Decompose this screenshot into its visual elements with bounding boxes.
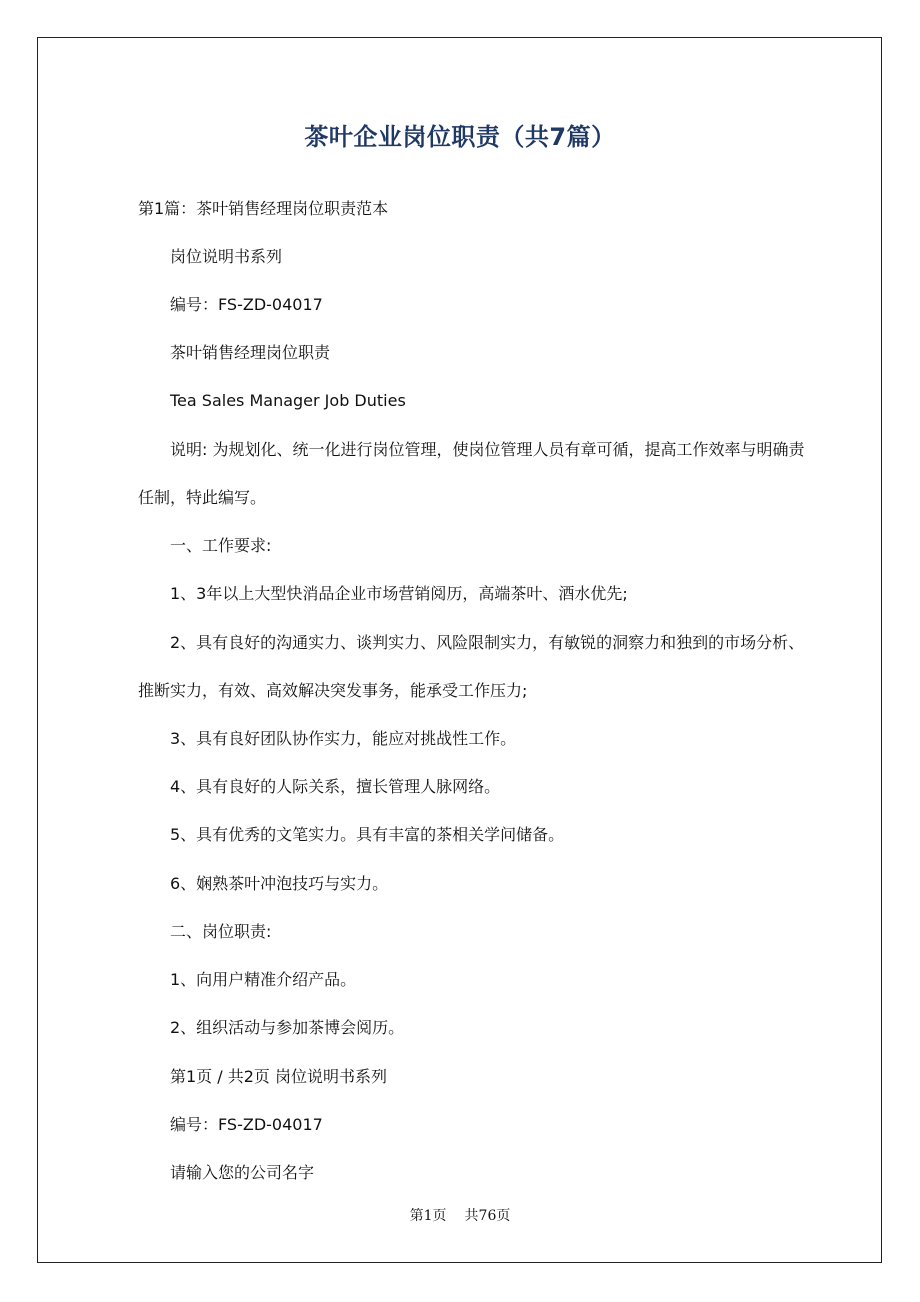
paragraph-line: 编号：FS-ZD-04017 [170, 1115, 323, 1134]
list-item: 3、具有良好团队协作实力，能应对挑战性工作。 [170, 729, 517, 748]
list-heading: 二、岗位职责: [170, 922, 272, 941]
paragraph-line: Tea Sales Manager Job Duties [170, 391, 406, 410]
paragraph-line: 请输入您的公司名字 [170, 1163, 315, 1182]
list-heading: 一、工作要求: [170, 536, 272, 555]
document-title: 茶叶企业岗位职责（共7篇） [304, 123, 616, 151]
paragraph-line: 岗位说明书系列 [170, 247, 283, 266]
paragraph-line: 茶叶销售经理岗位职责 [170, 343, 331, 362]
list-item: 1、向用户精准介绍产品。 [170, 970, 357, 989]
page-total: 共76页 [464, 1208, 511, 1224]
paragraph-line: 第1页 / 共2页 岗位说明书系列 [170, 1067, 388, 1086]
list-item: 5、具有优秀的文笔实力。具有丰富的茶相关学问储备。 [170, 825, 565, 844]
section-heading: 第1篇：茶叶销售经理岗位职责范本 [138, 199, 389, 218]
list-item: 4、具有良好的人际关系，擅长管理人脉网络。 [170, 777, 501, 796]
paragraph-line: 任制，特此编写。 [138, 488, 267, 507]
page-footer [0, 1206, 920, 1226]
list-item: 推断实力，有效、高效解决突发事务，能承受工作压力; [138, 681, 528, 700]
paragraph-line: 编号：FS-ZD-04017 [170, 295, 323, 314]
list-item: 2、具有良好的沟通实力、谈判实力、风险限制实力，有敏锐的洞察力和独到的市场分析、 [170, 633, 805, 652]
list-item: 1、3年以上大型快消品企业市场营销阅历，高端茶叶、酒水优先; [170, 584, 628, 603]
page-number: 第1页 [409, 1208, 447, 1224]
paragraph-line: 说明: 为规划化、统一化进行岗位管理，使岗位管理人员有章可循，提高工作效率与明确责 [170, 440, 805, 459]
list-item: 2、组织活动与参加茶博会阅历。 [170, 1018, 405, 1037]
list-item: 6、娴熟茶叶冲泡技巧与实力。 [170, 874, 389, 893]
